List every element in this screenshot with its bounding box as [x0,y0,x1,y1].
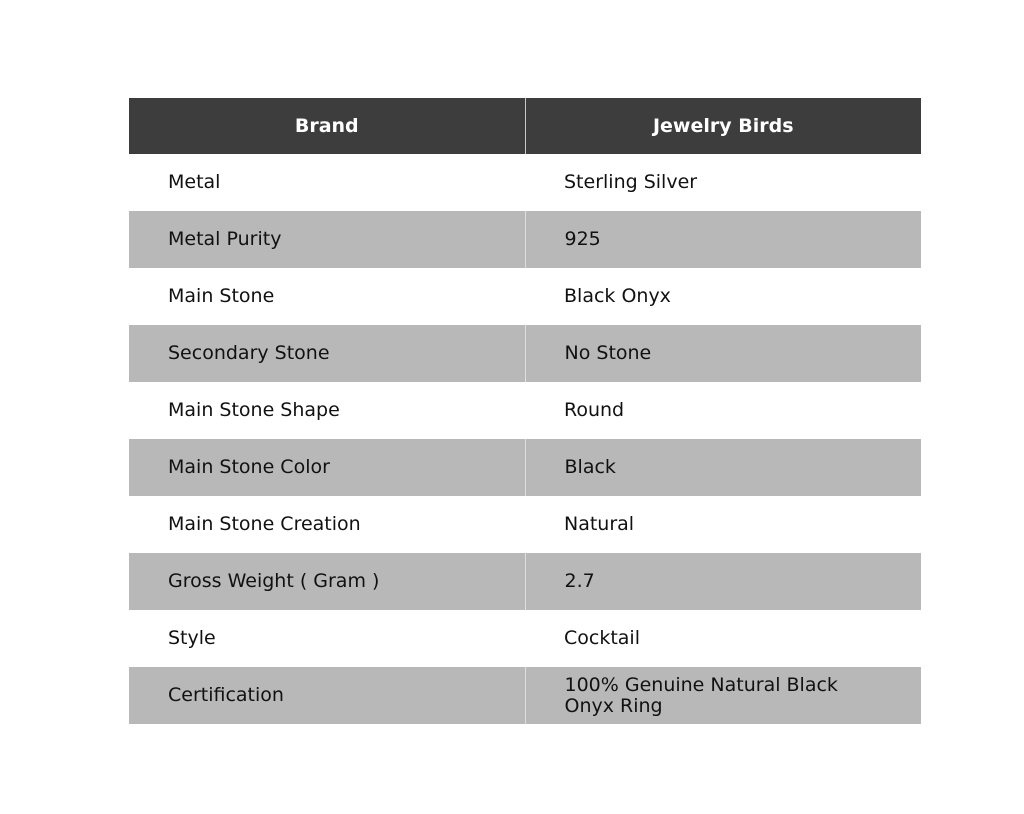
row-value: Cocktail [564,627,640,649]
table-row [129,268,921,325]
row-label: Gross Weight ( Gram ) [129,553,525,610]
product-spec-table [129,98,921,724]
row-label: Main Stone [168,285,275,307]
table-body [129,154,921,724]
row-label: Main Stone Creation [168,513,361,535]
row-label: Certification [129,667,525,724]
table-row [129,667,921,724]
row-label: Metal Purity [129,211,525,268]
header-brand-label: Brand [129,98,525,154]
row-value: Black [525,439,921,496]
row-value: Black Onyx [564,285,671,307]
row-label: Main Stone Color [129,439,525,496]
table-row [129,154,921,211]
row-label: Metal [168,171,221,193]
row-value: Sterling Silver [564,171,698,193]
table-row [129,496,921,553]
row-value: 100% Genuine Natural Black Onyx Ring [525,667,921,724]
row-value: Round [564,399,625,421]
header-row [129,98,921,154]
table-row [129,553,921,610]
table-row [129,610,921,667]
table-row [129,325,921,382]
table-header [129,98,921,154]
row-label: Secondary Stone [129,325,525,382]
row-value: 925 [525,211,921,268]
row-value: No Stone [525,325,921,382]
row-label: Main Stone Shape [168,399,340,421]
table-row [129,382,921,439]
table-row [129,211,921,268]
row-value: Natural [564,513,635,535]
row-label: Style [168,627,216,649]
table-row [129,439,921,496]
header-brand-value: Jewelry Birds [525,98,921,154]
row-value: 2.7 [525,553,921,610]
